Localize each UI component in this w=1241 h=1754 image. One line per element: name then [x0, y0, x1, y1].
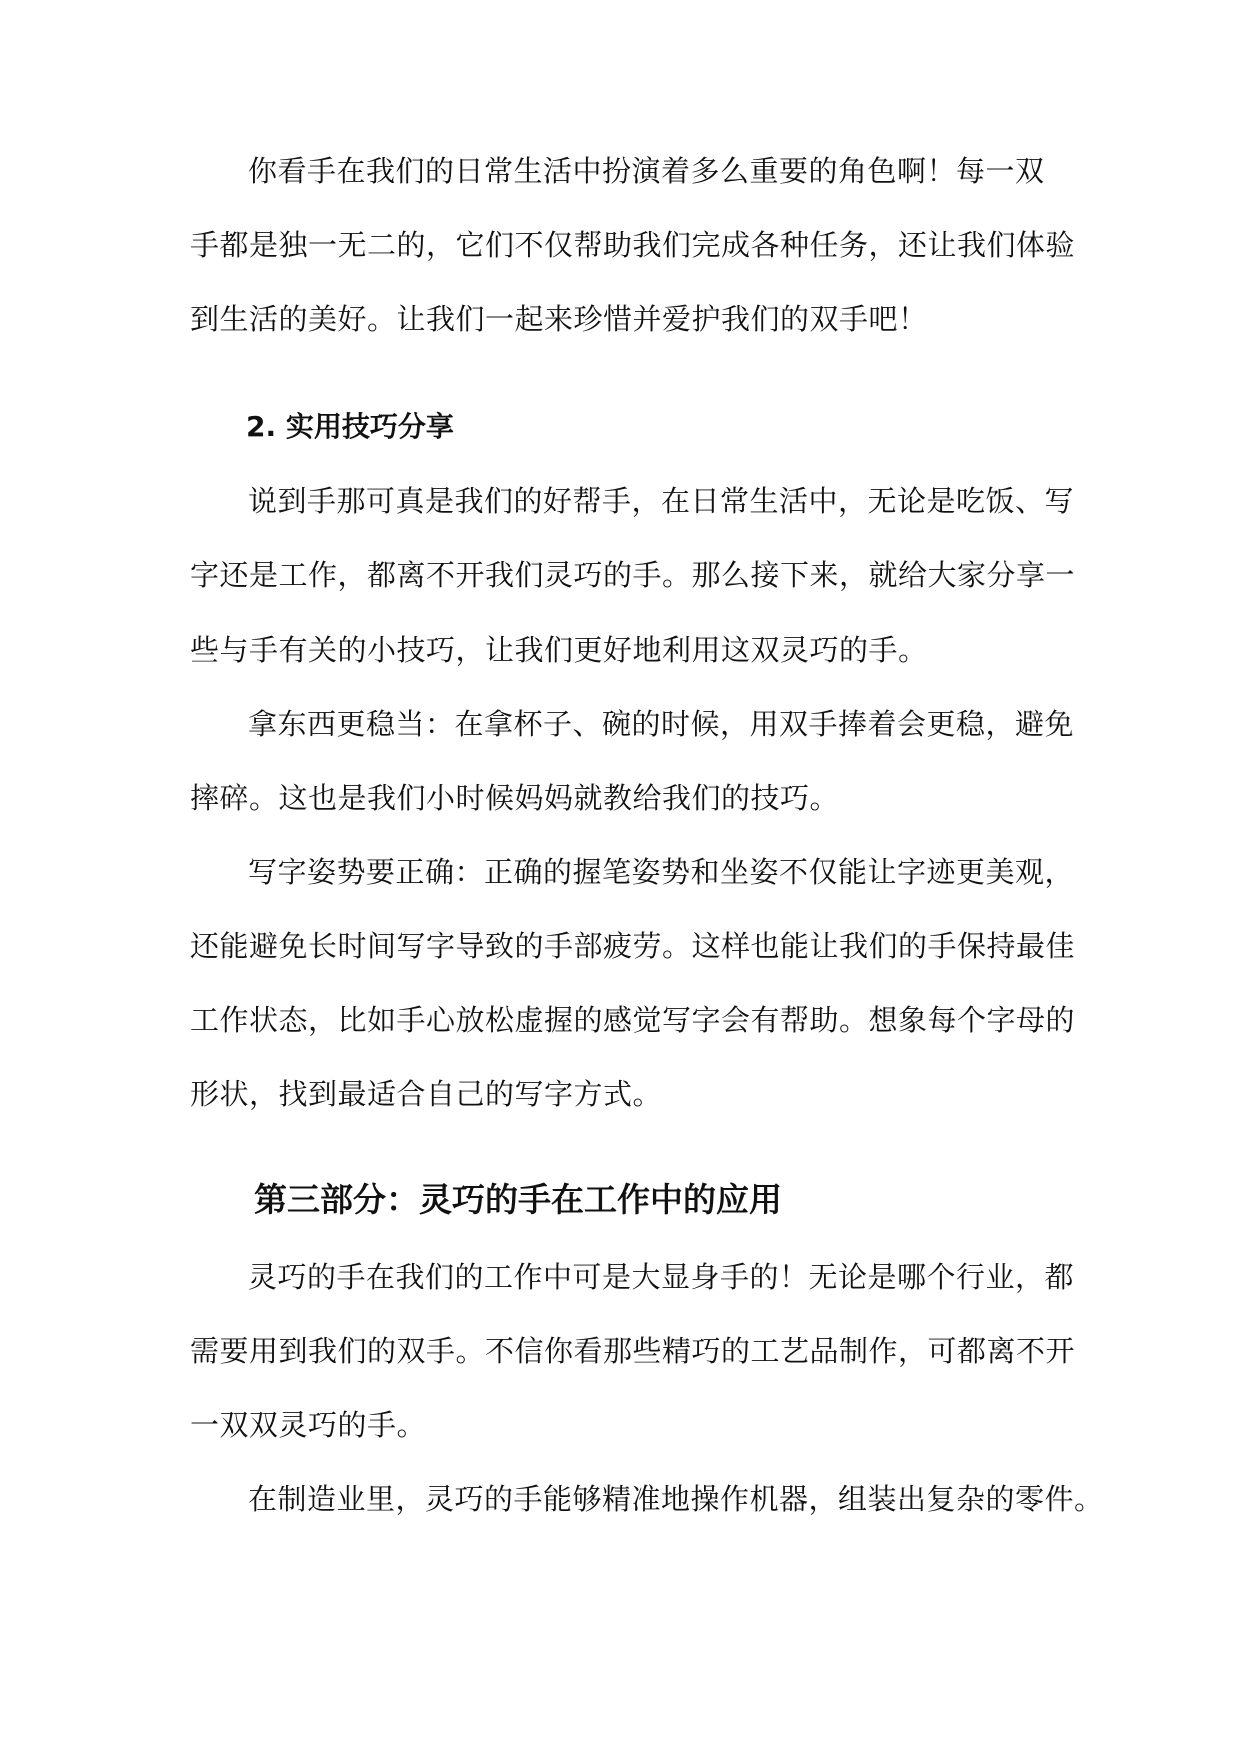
- section-2-heading: 2. 实用技巧分享: [246, 410, 454, 443]
- part-3-heading: 第三部分：灵巧的手在工作中的应用: [254, 1180, 782, 1219]
- paragraph-2-line-2: 字还是工作，都离不开我们灵巧的手。那么接下来，就给大家分享一: [190, 558, 1076, 592]
- paragraph-3-line-1: 拿东西更稳当：在拿杯子、碗的时候，用双手捧着会更稳，避免: [248, 707, 1075, 741]
- paragraph-5-line-2: 需要用到我们的双手。不信你看那些精巧的工艺品制作，可都离不开: [190, 1334, 1076, 1368]
- paragraph-4-line-4: 形状，找到最适合自己的写字方式。: [190, 1077, 663, 1111]
- paragraph-4-line-1: 写字姿势要正确：正确的握笔姿势和坐姿不仅能让字迹更美观，: [248, 855, 1075, 889]
- paragraph-5-line-3: 一双双灵巧的手。: [190, 1408, 427, 1442]
- paragraph-1-line-2: 手都是独一无二的，它们不仅帮助我们完成各种任务，还让我们体验: [190, 228, 1076, 262]
- paragraph-2-line-1: 说到手那可真是我们的好帮手，在日常生活中，无论是吃饭、写: [248, 484, 1075, 518]
- paragraph-6-line-1: 在制造业里，灵巧的手能够精准地操作机器，组装出复杂的零件。: [248, 1482, 1104, 1516]
- paragraph-3-line-2: 摔碎。这也是我们小时候妈妈就教给我们的技巧。: [190, 781, 840, 815]
- paragraph-5-line-1: 灵巧的手在我们的工作中可是大显身手的！无论是哪个行业，都: [248, 1260, 1075, 1294]
- paragraph-4-line-2: 还能避免长时间写字导致的手部疲劳。这样也能让我们的手保持最佳: [190, 929, 1076, 963]
- paragraph-4-line-3: 工作状态，比如手心放松虚握的感觉写字会有帮助。想象每个字母的: [190, 1003, 1076, 1037]
- paragraph-1-line-1: 你看手在我们的日常生活中扮演着多么重要的角色啊！每一双: [248, 154, 1045, 188]
- paragraph-1-line-3: 到生活的美好。让我们一起来珍惜并爱护我们的双手吧！: [190, 302, 928, 336]
- paragraph-2-line-3: 些与手有关的小技巧，让我们更好地利用这双灵巧的手。: [190, 633, 928, 667]
